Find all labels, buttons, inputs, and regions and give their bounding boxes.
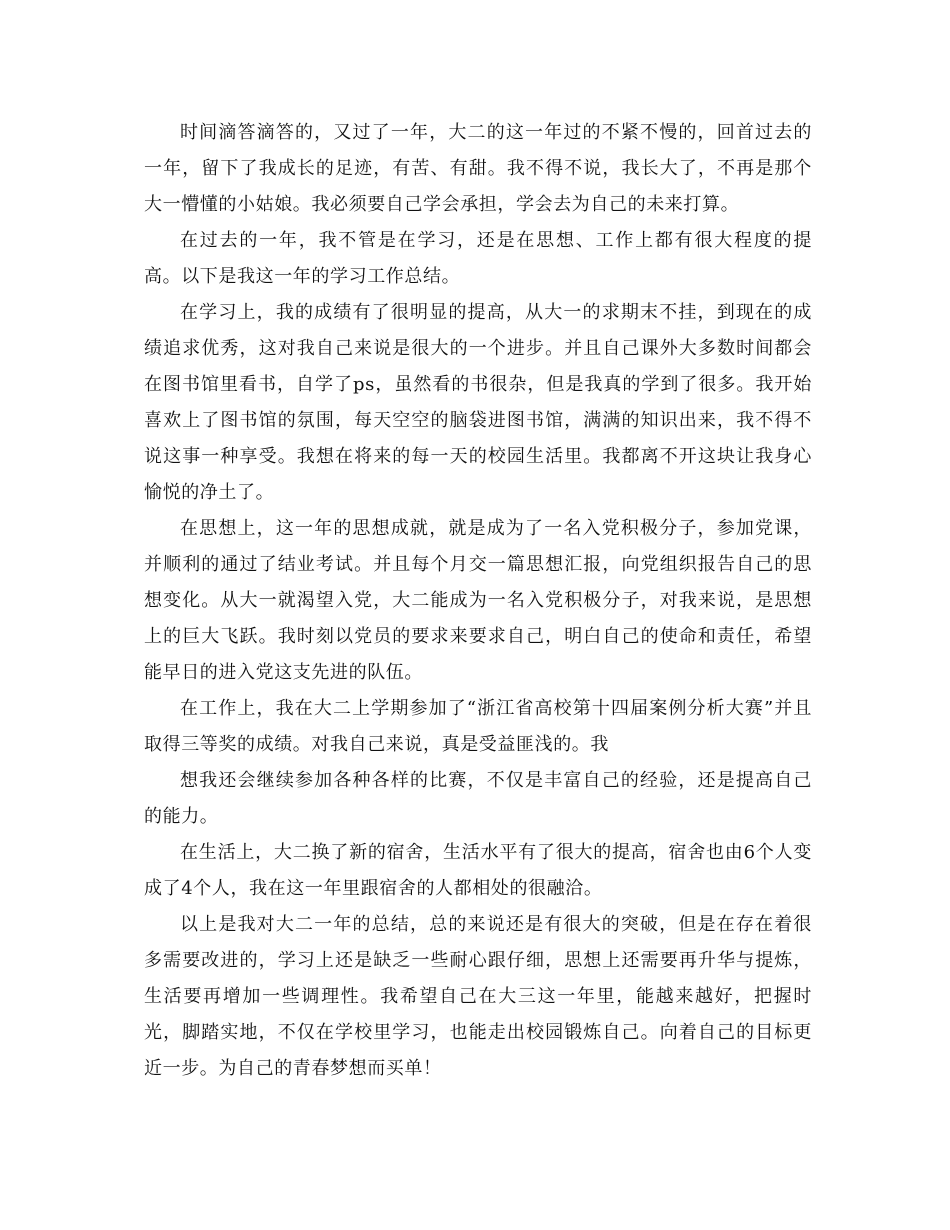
paragraph-life: 在生活上，大二换了新的宿舍，生活水平有了很大的提高，宿舍也由6个人变成了4个人，我在这一年里跟宿舍的人都相处的很融洽。 bbox=[144, 842, 812, 899]
paragraph-thought: 在思想上，这一年的思想成就，就是成为了一名入党积极分子，参加党课，并顺利的通过了结业考试。并且每个月交一篇思想汇报，向党组织报告自己的思想变化。从大一就渴望入党，大二能成为一名入党积极分子，对我来说，是思想上的巨大飞跃。我时刻以党员的要求来要求自己，明白自己的使命和责任，希望能早日的进入党这支先进的队伍。 bbox=[144, 518, 812, 683]
document-body bbox=[144, 115, 812, 1087]
paragraph-overview: 在过去的一年，我不管是在学习，还是在思想、工作上都有很大程度的提高。以下是我这一年的学习工作总结。 bbox=[144, 230, 812, 287]
paragraph-work-continued: 想我还会继续参加各种各样的比赛，不仅是丰富自己的经验，还是提高自己的能力。 bbox=[144, 770, 812, 827]
paragraph-study: 在学习上，我的成绩有了很明显的提高，从大一的求期末不挂，到现在的成绩追求优秀，这对我自己来说是很大的一个进步。并且自己课外大多数时间都会在图书馆里看书，自学了ps，虽然看的书很杂，但是我真的学到了很多。我开始喜欢上了图书馆的氛围，每天空空的脑袋进图书馆，满满的知识出来，我不得不说这事一种享受。我想在将来的每一天的校园生活里。我都离不开这块让我身心愉悦的净土了。 bbox=[144, 302, 812, 503]
paragraph-conclusion: 以上是我对大二一年的总结，总的来说还是有很大的突破，但是在存在着很多需要改进的，学习上还是缺乏一些耐心跟仔细，思想上还需要再升华与提炼，生活要再增加一些调理性。我希望自己在大三这一年里，能越来越好，把握时光，脚踏实地，不仅在学校里学习，也能走出校园锻炼自己。向着自己的目标更近一步。为自己的青春梦想而买单！ bbox=[144, 914, 812, 1079]
paragraph-intro: 时间滴答滴答的，又过了一年，大二的这一年过的不紧不慢的，回首过去的一年，留下了我成长的足迹，有苦、有甜。我不得不说，我长大了，不再是那个大一懵懂的小姑娘。我必须要自己学会承担，学会去为自己的未来打算。 bbox=[144, 122, 812, 215]
paragraph-work: 在工作上，我在大二上学期参加了“浙江省高校第十四届案例分析大赛”并且取得三等奖的成绩。对我自己来说，真是受益匪浅的。我 bbox=[144, 698, 812, 755]
